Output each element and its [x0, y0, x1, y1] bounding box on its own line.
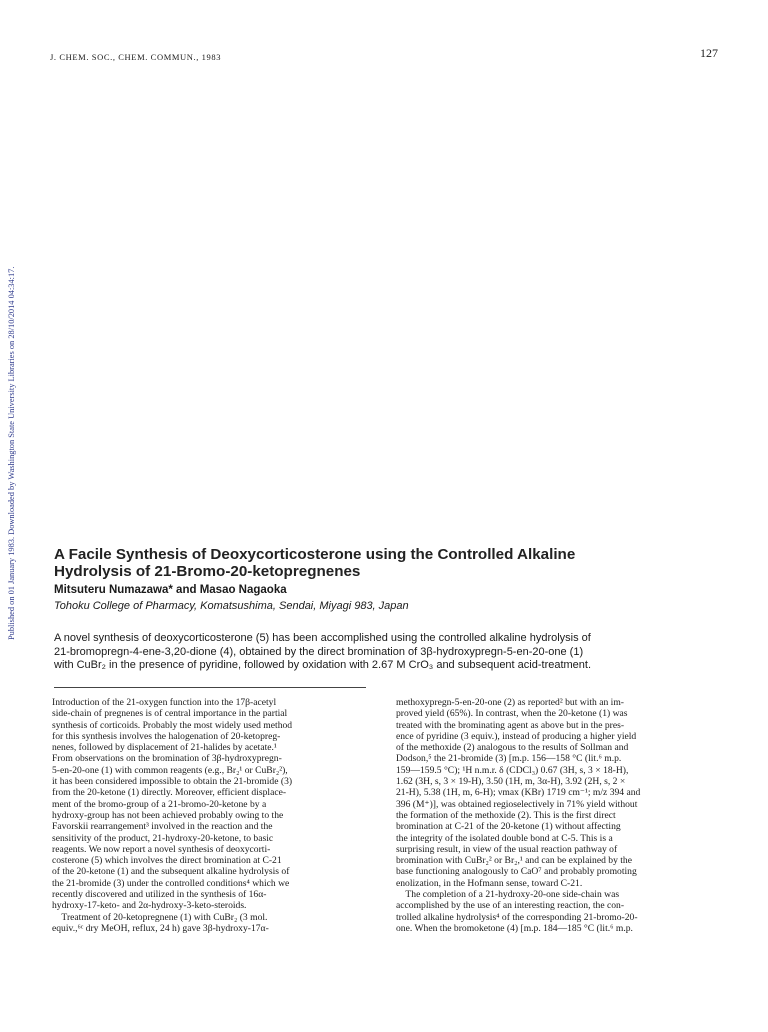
body-line: 21-H), 5.38 (1H, m, 6-H); νmax (KBr) 1719 cm⁻¹; m/z 394 and — [396, 787, 641, 799]
body-line: nenes, followed by displacement of 21-halides by acetate.¹ — [52, 742, 277, 754]
body-line: ence of pyridine (3 equiv.), instead of producing a higher yield — [396, 730, 637, 742]
body-line: trolled alkaline hydrolysis⁴ of the corresponding 21-bromo-20- — [396, 911, 638, 923]
body-line: treated with the brominating agent as above but in the pres- — [396, 719, 625, 731]
body-line: hydroxy-17-keto- and 2α-hydroxy-3-keto-steroids. — [52, 900, 247, 912]
body-line: the 21-bromide (3) under the controlled conditions⁴ which we — [52, 877, 290, 889]
body-line: costerone (5) which involves the direct bromination at C-21 — [52, 855, 282, 867]
abstract-line: with CuBr₂ in the presence of pyridine, followed by oxidation with 2.67 M CrO₃ and subsequent acid-treatment. — [54, 659, 592, 671]
body-line: proved yield (65%). In contrast, when the 20-ketone (1) was — [396, 708, 628, 720]
body-line: methoxypregn-5-en-20-one (2) as reported² but with an im- — [396, 697, 624, 708]
body-line: side-chain of pregnenes is of central importance in the partial — [52, 708, 288, 720]
body-line: 5-en-20-one (1) with common reagents (e.g., Br₂¹ or CuBr₂²), — [52, 764, 288, 776]
authors: Mitsuteru Numazawa* and Masao Nagaoka — [54, 584, 287, 596]
left-column — [52, 697, 374, 934]
body-line: enolization, in the Hofmann sense, toward C-21. — [396, 877, 583, 889]
title-line: Hydrolysis of 21-Bromo-20-ketopregnenes — [54, 563, 361, 580]
body-line: base functioning analogously to CaO⁷ and probably promoting — [396, 866, 637, 878]
body-line: reagents. We now report a novel synthesis of deoxycorti- — [52, 843, 271, 855]
body-line: one. When the bromoketone (4) [m.p. 184—185 °C (lit.⁶ m.p. — [396, 922, 633, 934]
body-line: from the 20-ketone (1) directly. Moreover, efficient displace- — [52, 787, 287, 799]
body-line: Dodson,⁵ the 21-bromide (3) [m.p. 156—158 °C (lit.⁶ m.p. — [396, 753, 622, 765]
download-note: Published on 01 January 1983. Downloaded by Washington State University Libraries on 28/10/2014 04:34:17. — [7, 266, 16, 640]
body-line: the integrity of the isolated double bond at C-5. This is a — [396, 832, 613, 844]
right-column — [396, 697, 718, 934]
article-title — [54, 546, 744, 580]
body-line: surprising result, in view of the usual reaction pathway of — [396, 843, 618, 855]
body-line: 1.62 (3H, s, 3 × 19-H), 3.50 (1H, m, 3α-H), 3.92 (2H, s, 2 × — [396, 776, 626, 788]
abstract — [54, 632, 744, 673]
page-number: 127 — [700, 46, 718, 60]
body-line: recently discovered and utilized in the synthesis of 16α- — [52, 889, 267, 901]
body-line: accomplished by the use of an interesting reaction, the con- — [396, 900, 625, 912]
section-rule — [54, 687, 366, 688]
body-line: equiv.,⁶ᶜ dry MeOH, reflux, 24 h) gave 3β-hydroxy-17α- — [52, 922, 269, 934]
body-line: Introduction of the 21-oxygen function into the 17β-acetyl — [52, 697, 277, 708]
body-line: it has been considered impossible to obtain the 21-bromide (3) — [52, 776, 293, 788]
body-line: synthesis of corticoids. Probably the most widely used method — [52, 719, 293, 731]
body-line: Treatment of 20-ketopregnene (1) with CuBr₂ (3 mol. — [52, 911, 268, 923]
body-line: of the methoxide (2) analogous to the results of Sollman and — [396, 742, 629, 754]
body-line: the formation of the methoxide (2). This is the first direct — [396, 809, 616, 821]
download-sidebar — [5, 160, 19, 640]
journal-header: J. CHEM. SOC., CHEM. COMMUN., 1983 — [50, 52, 222, 62]
body-line: bromination at C-21 of the 20-ketone (1) without affecting — [396, 821, 621, 833]
title-line: A Facile Synthesis of Deoxycorticosterone using the Controlled Alkaline — [54, 546, 576, 563]
body-line: sensitivity of the product, 21-hydroxy-20-ketone, to basic — [52, 832, 274, 844]
body-line: From observations on the bromination of 3β-hydroxypregn- — [52, 753, 282, 765]
abstract-line: A novel synthesis of deoxycorticosterone (5) has been accomplished using the controlled alkaline hydrolysis of — [54, 632, 591, 644]
body-line: ment of the bromo-group of a 21-bromo-20-ketone by a — [52, 798, 267, 810]
body-line: bromination with CuBr₂² or Br₂,¹ and can be explained by the — [396, 855, 632, 867]
abstract-line: 21-bromopregn-4-ene-3,20-dione (4), obtained by the direct bromination of 3β-hydroxypregn-5-en-20-one (1) — [54, 645, 584, 658]
body-line: Favorskii rearrangement³ involved in the reaction and the — [52, 821, 273, 833]
body-line: 159—159.5 °C); ¹H n.m.r. δ (CDCl₃) 0.67 (3H, s, 3 × 18-H), — [396, 764, 629, 776]
body-line: 396 (M⁺)], was obtained regioselectively in 71% yield without — [396, 798, 638, 810]
body-line: for this synthesis involves the halogenation of 20-ketopreg- — [52, 730, 281, 742]
body-line: hydroxy-group has not been achieved probably owing to the — [52, 809, 284, 821]
body-line: The completion of a 21-hydroxy-20-one side-chain was — [396, 889, 620, 901]
body-line: of the 20-ketone (1) and the subsequent alkaline hydrolysis of — [52, 866, 290, 878]
affiliation: Tohoku College of Pharmacy, Komatsushima, Sendai, Miyagi 983, Japan — [54, 600, 409, 612]
